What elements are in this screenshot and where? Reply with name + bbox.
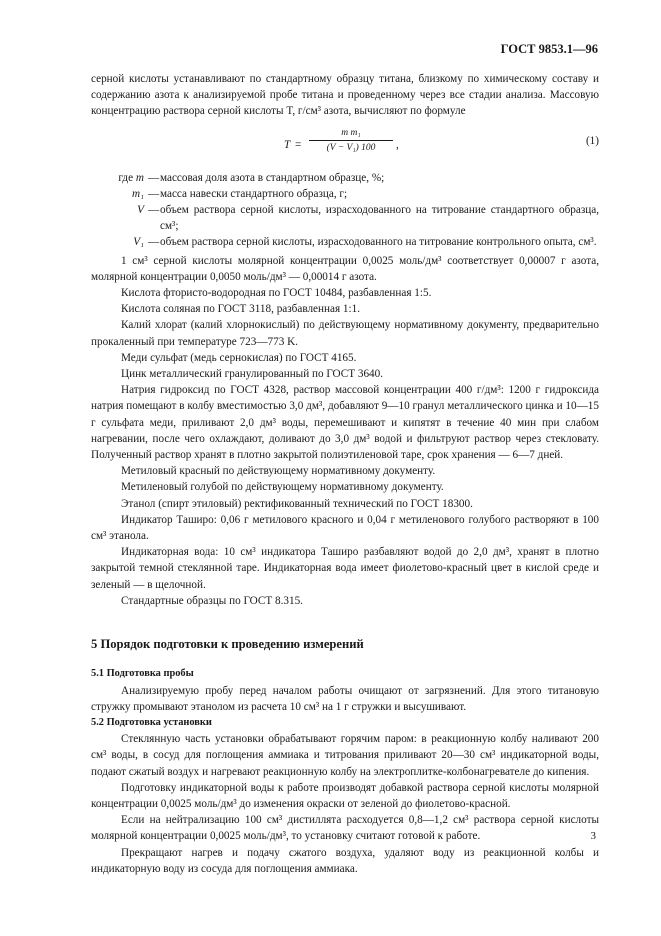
legend-prefix: где bbox=[118, 171, 134, 184]
formula-comma: , bbox=[396, 138, 399, 151]
intro-paragraph: серной кислоты устанавливают по стандартному образцу титана, близкому по химическому составу и содержанию азота к анализируемой пробе титана и проведенному через все стадии анализа. Массовую концентрацию раствора серной кислоты T, г/см³ азота, вычисляют по формуле bbox=[91, 73, 599, 118]
reagent-paragraph: Метиленовый голубой по действующему нормативному документу. bbox=[121, 481, 444, 494]
legend-symbol: V bbox=[137, 204, 144, 217]
legend-text: объем раствора серной кислоты, израсходованного на титрование контрольного опыта, см³. bbox=[160, 236, 597, 249]
reagent-paragraph: 1 см³ серной кислоты молярной концентрации 0,0025 моль/дм³ соответствует 0,00007 г азота, молярной концентрации 0,0050 моль/дм³ — 0,00014 г азота. bbox=[91, 254, 599, 283]
subsection-paragraph: Анализируемую пробу перед началом работы очищают от загрязнений. Для этого титановую стружку промывают этанолом из расчета 10 см³ на 1 г стружки и высушивают. bbox=[91, 684, 599, 713]
formula-numerator: m m₁ bbox=[309, 126, 393, 141]
legend-text: масса навески стандартного образца, г; bbox=[160, 187, 348, 200]
legend-dash: — bbox=[148, 171, 160, 184]
legend-text: объем раствора серной кислоты, израсходованного на титрование стандартного образца, см³; bbox=[160, 204, 599, 233]
document-body bbox=[91, 71, 599, 877]
reagent-paragraph: Калий хлорат (калий хлорнокислый) по действующему нормативному документу, предварительно прокаленный при температуре 723—773 K. bbox=[91, 319, 599, 348]
subsection-paragraph: Стеклянную часть установки обрабатывают горячим паром: в реакционную колбу наливают 200 см³ воды, в сосуд для поглощения аммиака и титрования приливают 20—30 см³ индикаторной воды, подают сжатый воздух и нагревают реакционную колбу на электроплитке-колбонагревателе до кипения. bbox=[91, 733, 599, 778]
legend-dash: — bbox=[148, 236, 160, 249]
formula-denominator: (V − V₁) 100 bbox=[326, 142, 376, 153]
subsection-heading: 5.2 Подготовка установки bbox=[91, 716, 212, 728]
subsection-paragraph: Прекращают нагрев и подачу сжатого воздуха, удаляют воду из реакционной колбы и индикаторную воду из сосуда для поглощения аммиака. bbox=[91, 846, 599, 875]
formula-fraction bbox=[309, 126, 393, 155]
reagent-paragraph: Цинк металлический гранулированный по ГОСТ 3640. bbox=[121, 368, 384, 381]
reagent-paragraph: Натрия гидроксид по ГОСТ 4328, раствор массовой концентрации 400 г/дм³: 1200 г гидроксида натрия помещают в колбу вместимостью 3,0 дм³, добавляют 9—10 гранул металлического цинка и 10—15 г сульфата меди, приливают 2,0 дм³ воды, перемешивают и кипятят в течение 40 мин при слабом нагревании, после чего охлаждают, доливают до 3,0 дм³ водой и фильтруют раствор через стекловату. Полученный раствор хранят в плотно закрытой полиэтиленовой таре, срок хранения — 6—7 дней. bbox=[91, 384, 599, 462]
legend-dash: — bbox=[148, 204, 160, 217]
legend-dash: — bbox=[148, 187, 160, 200]
document-code: ГОСТ 9853.1—96 bbox=[500, 42, 598, 56]
legend-row bbox=[91, 186, 599, 202]
reagent-paragraph: Индикаторная вода: 10 см³ индикатора Таширо разбавляют водой до 2,0 дм³, хранят в плотно закрытой темной стеклянной таре. Индикаторная вода имеет фиолетово-красный цвет в кислой среде и зеленый — в щелочной. bbox=[91, 546, 599, 591]
subsection-heading: 5.1 Подготовка пробы bbox=[91, 668, 194, 680]
formula-equals: = bbox=[295, 138, 302, 151]
subsection-paragraph: Подготовку индикаторной воды к работе производят добавкой раствора серной кислоты молярной концентрации 0,0025 моль/дм³ до изменения окраски от зеленой до фиолетово-красной. bbox=[91, 781, 599, 810]
section-heading: 5 Порядок подготовки к проведению измерений bbox=[91, 637, 364, 652]
subsection-paragraph: Если на нейтрализацию 100 см³ дистиллята расходуется 0,8—1,2 см³ раствора серной кислоты молярной концентрации 0,0025 моль/дм³, то установку считают готовой к работе. bbox=[91, 814, 599, 843]
page-number: 3 bbox=[590, 830, 596, 842]
legend-symbol: m bbox=[135, 171, 144, 184]
reagent-paragraph: Стандартные образцы по ГОСТ 8.315. bbox=[121, 594, 303, 607]
reagent-paragraph: Индикатор Таширо: 0,06 г метилового красного и 0,04 г метиленового голубого растворяют в 100 см³ этанола. bbox=[91, 513, 599, 543]
legend-row bbox=[91, 234, 599, 250]
reagent-paragraph: Меди сульфат (медь сернокислая) по ГОСТ 4165. bbox=[121, 351, 357, 364]
legend-symbol: V₁ bbox=[133, 236, 144, 249]
reagent-paragraph: Кислота фтористо-водородная по ГОСТ 10484, разбавленная 1:5. bbox=[121, 287, 432, 300]
legend-symbol: m₁ bbox=[132, 187, 144, 200]
reagent-paragraph: Кислота соляная по ГОСТ 3118, разбавленная 1:1. bbox=[121, 303, 360, 316]
legend-row bbox=[91, 202, 599, 234]
reagent-paragraph: Этанол (спирт этиловый) ректификованный технический по ГОСТ 18300. bbox=[121, 497, 473, 510]
formula-1 bbox=[91, 124, 599, 168]
formula-lhs: T bbox=[284, 138, 291, 151]
reagent-paragraph: Метиловый красный по действующему нормативному документу. bbox=[121, 465, 436, 478]
formula-legend bbox=[91, 170, 599, 251]
legend-text: массовая доля азота в стандартном образце, %; bbox=[160, 171, 385, 184]
legend-row bbox=[91, 170, 599, 186]
formula-number: (1) bbox=[585, 134, 599, 147]
